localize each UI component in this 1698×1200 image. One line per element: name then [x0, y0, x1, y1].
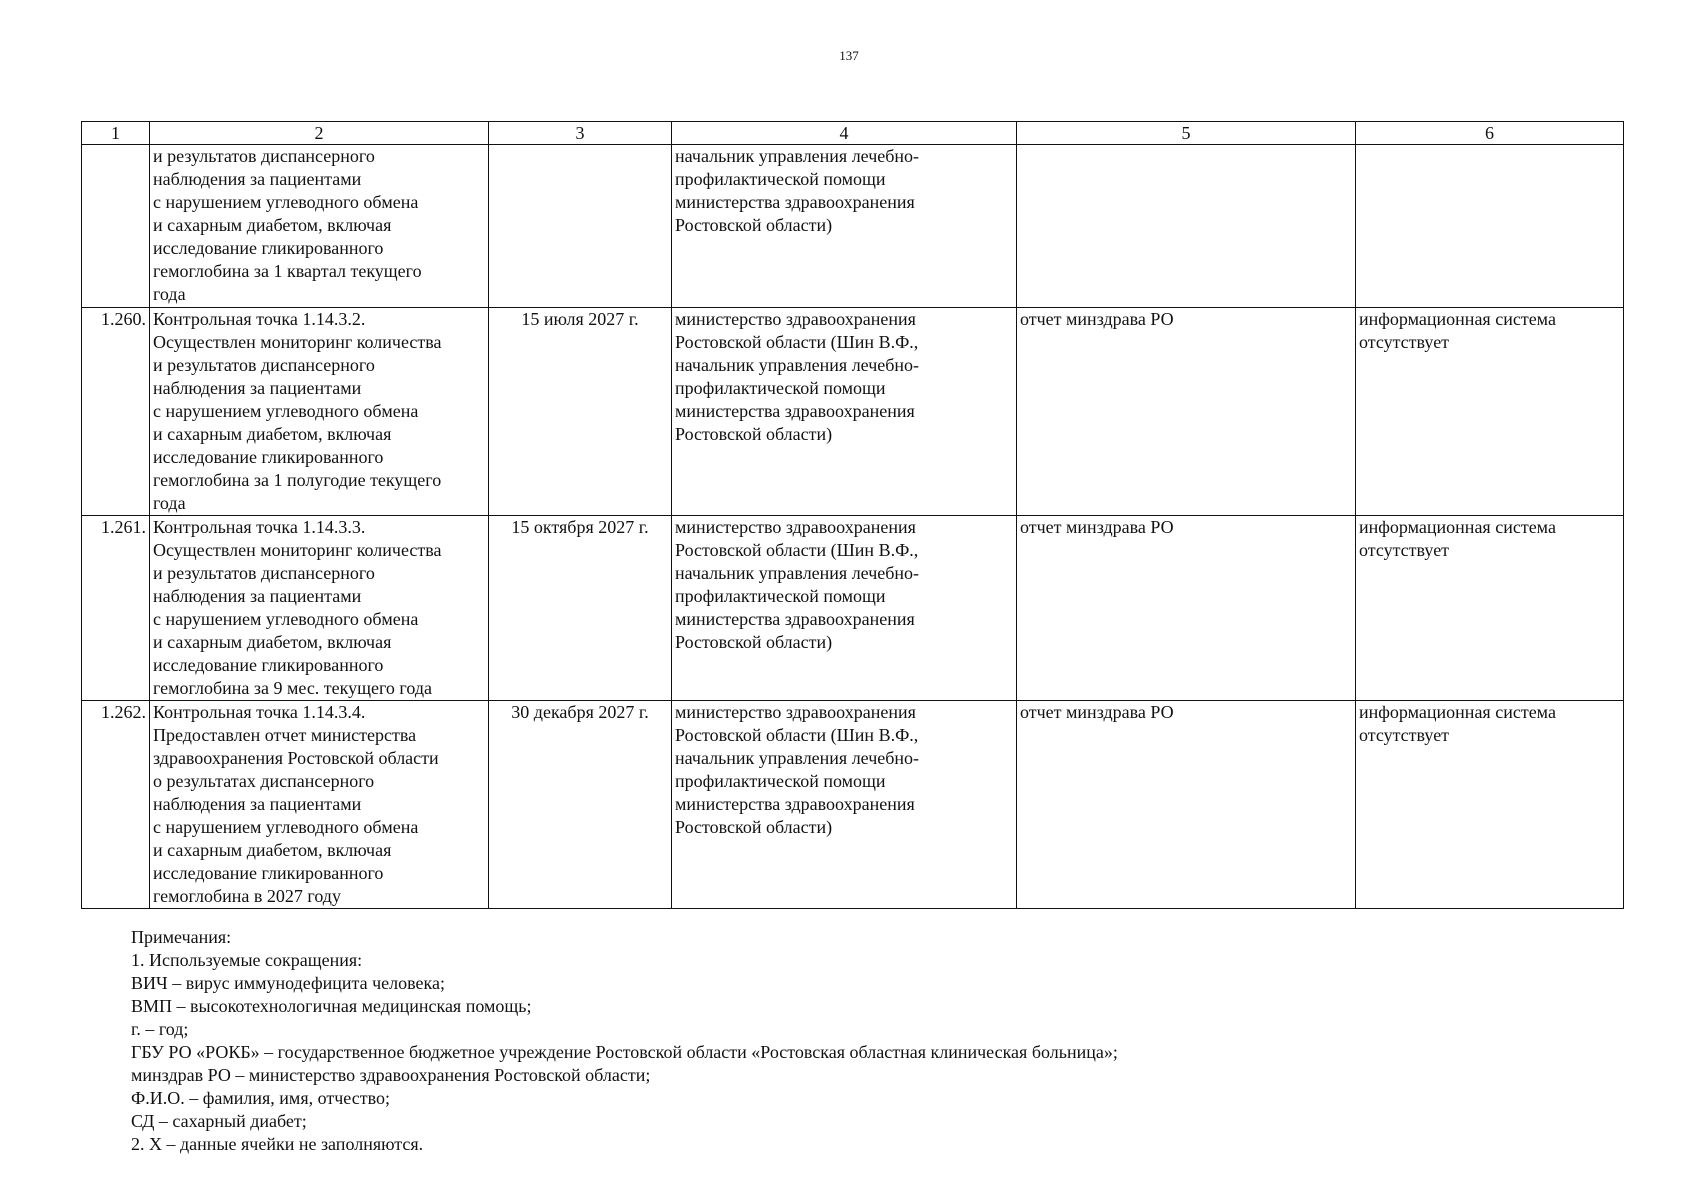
information-system: информационная система отсутствует: [1356, 308, 1624, 516]
information-system: информационная система отсутствует: [1356, 701, 1624, 909]
responsible-party: министерство здравоохранения Ростовской области (Шин В.Ф., начальник управления лечебно- профилактической помощи министерства здравоохранения Ростовской области): [672, 308, 1017, 516]
due-date: 15 октября 2027 г.: [489, 516, 672, 701]
note-line: ВМП – высокотехнологичная медицинская помощь;: [131, 996, 532, 1016]
column-header: 1: [82, 122, 150, 145]
result-document: [1017, 145, 1356, 308]
result-document: отчет минздрава РО: [1017, 701, 1356, 909]
information-system: [1356, 145, 1624, 308]
column-header: 3: [489, 122, 672, 145]
note-line: ВИЧ – вирус иммунодефицита человека;: [131, 973, 445, 993]
row-number: [82, 145, 150, 308]
note-line: ГБУ РО «РОКБ» – государственное бюджетное учреждение Ростовской области «Ростовская областная клиническая больница»;: [131, 1042, 1118, 1062]
plan-table: [81, 121, 1624, 909]
row-number: 1.261.: [82, 516, 150, 701]
event-description: Контрольная точка 1.14.3.2. Осуществлен мониторинг количества и результатов диспансерного наблюдения за пациентами с нарушением углеводного обмена и сахарным диабетом, включая исследование гликированного гемоглобина за 1 полугодие текущего года: [150, 308, 489, 516]
column-header: 5: [1017, 122, 1356, 145]
note-line: СД – сахарный диабет;: [131, 1111, 307, 1131]
note-line: минздрав РО – министерство здравоохранения Ростовской области;: [131, 1065, 651, 1085]
table-row: [82, 701, 1624, 909]
column-header: 6: [1356, 122, 1624, 145]
table-row: [82, 516, 1624, 701]
note-line: г. – год;: [131, 1019, 189, 1039]
table-row: [82, 145, 1624, 308]
event-description: Контрольная точка 1.14.3.4. Предоставлен отчет министерства здравоохранения Ростовской области о результатах диспансерного наблюдения за пациентами с нарушением углеводного обмена и сахарным диабетом, включая исследование гликированного гемоглобина в 2027 году: [150, 701, 489, 909]
notes-section: [131, 926, 1118, 1156]
responsible-party: министерство здравоохранения Ростовской области (Шин В.Ф., начальник управления лечебно- профилактической помощи министерства здравоохранения Ростовской области): [672, 701, 1017, 909]
notes-title: Примечания:: [131, 927, 232, 947]
note-line: 1. Используемые сокращения:: [131, 950, 363, 970]
event-description: и результатов диспансерного наблюдения за пациентами с нарушением углеводного обмена и сахарным диабетом, включая исследование гликированного гемоглобина за 1 квартал текущего года: [150, 145, 489, 308]
row-number: 1.262.: [82, 701, 150, 909]
due-date: 30 декабря 2027 г.: [489, 701, 672, 909]
header-row: [82, 122, 1624, 145]
page-number: 137: [839, 48, 859, 63]
due-date: 15 июля 2027 г.: [489, 308, 672, 516]
table-row: [82, 308, 1624, 516]
row-number: 1.260.: [82, 308, 150, 516]
responsible-party: начальник управления лечебно- профилактической помощи министерства здравоохранения Ростовской области): [672, 145, 1017, 308]
result-document: отчет минздрава РО: [1017, 516, 1356, 701]
due-date: [489, 145, 672, 308]
note-line: 2. Х – данные ячейки не заполняются.: [131, 1134, 424, 1154]
responsible-party: министерство здравоохранения Ростовской области (Шин В.Ф., начальник управления лечебно- профилактической помощи министерства здравоохранения Ростовской области): [672, 516, 1017, 701]
note-line: Ф.И.О. – фамилия, имя, отчество;: [131, 1088, 390, 1108]
information-system: информационная система отсутствует: [1356, 516, 1624, 701]
column-header: 4: [672, 122, 1017, 145]
result-document: отчет минздрава РО: [1017, 308, 1356, 516]
column-header: 2: [150, 122, 489, 145]
event-description: Контрольная точка 1.14.3.3. Осуществлен мониторинг количества и результатов диспансерного наблюдения за пациентами с нарушением углеводного обмена и сахарным диабетом, включая исследование гликированного гемоглобина за 9 мес. текущего года: [150, 516, 489, 701]
